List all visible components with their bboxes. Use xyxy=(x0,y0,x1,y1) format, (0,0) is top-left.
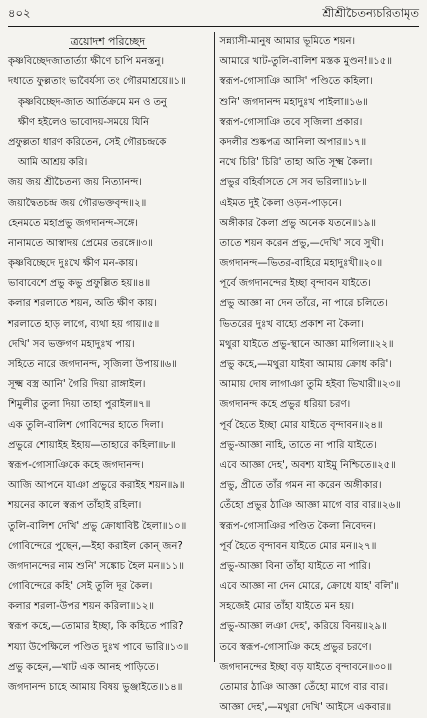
verse-line: কলার শরলাতে শয়ন, অতি ক্ষীণ কায়। xyxy=(8,298,157,310)
verse-line: দধাতে ফুল্লতাং ভাবৈর্যস্য তং গৌরমাশ্রয়ে॥১॥ xyxy=(8,76,186,88)
verse-line: আজি আপনে যাঞা প্রভুরে করাইহ শয়ন॥৯॥ xyxy=(8,480,185,492)
chapter-title: ত্রয়োদশ পরিচ্ছেদ xyxy=(70,35,145,48)
verse-line: প্রভু কহে,—মথুরা যাইবা আমায় ক্রোধ করি'। xyxy=(219,359,392,370)
verse-line: প্রভু-আজ্ঞা নাহি, তাতে না পারি যাইতে। xyxy=(219,439,377,451)
verse-line: তোমার ঠাঞি আজ্ঞা তেঁহো মাগে বার বার। xyxy=(219,682,388,693)
verse-line: কলার শরলা-উপর শয়ন করিলা॥১২॥ xyxy=(8,601,155,613)
verse-line: জগদানন্দ চাহে আমায় বিষয় ভুঞ্জাইতে॥১৪॥ xyxy=(8,682,183,693)
verse-line: শয্যা উপেক্ষিলে পণ্ডিত দুঃখ পাবে ভারি॥১৩॥ xyxy=(8,641,189,653)
verse-line: প্রভুরে শোয়াইহ ইহায়—তাহারে কহিলা॥৮॥ xyxy=(8,439,176,451)
verse-line: জগদানন্দের নাম শুনি' সঙ্কোচ হৈল মন॥১১॥ xyxy=(8,560,184,572)
verse-line: পূর্ব হৈতে ইচ্ছা মোর যাইতে বৃন্দাবন॥২৪॥ xyxy=(219,419,383,431)
verse-line: সহজেই মোর তাঁহা যাইতে মন হয়। xyxy=(219,601,355,613)
verse-line: জগদানন্দ—ভিতর-বাহিরে মহাদুঃখী॥২০॥ xyxy=(219,258,383,270)
verse-line: এইমত দুই কৈলা ওড়ন-পাড়নে। xyxy=(219,197,342,209)
verse-line: স্বরূপ-গোসাঞিকে কহে জগদানন্দ। xyxy=(8,459,144,471)
header-rule xyxy=(8,26,419,27)
verse-line: প্রভু-আজ্ঞা লঞা দেহ', করিয়ে বিনয়॥২৯॥ xyxy=(219,621,387,633)
verse-line: প্রভুর বহির্বাসতে সে সব ভরিলা॥১৮॥ xyxy=(219,177,367,189)
verse-line: পূর্বে জগদানন্দের ইচ্ছা বৃন্দাবন যাইতে। xyxy=(219,278,371,290)
verse-line: সূক্ষ্ম বস্ত্র আনি' গৈরি দিয়া রাঙ্গাইল। xyxy=(8,379,146,391)
verse-line: তাতে শয়ন করেন প্রভু,—দেখি' সবে সুখী। xyxy=(219,237,384,249)
verse-line: নখে চিরি' চিরি' তাহা অতি সূক্ষ্ম কৈলা। xyxy=(219,157,373,169)
verse-line: গোবিন্দেরে পুছেন,—ইহা করাইল কোন্ জন? xyxy=(8,540,183,552)
verse-line: কৃষ্ণবিচ্ছেদে দুঃখে ক্ষীণ মন-কায়। xyxy=(8,258,138,270)
verse-line: কৃষ্ণবিচ্ছেদজাতার্ত্যা ক্ষীণে চাপি মনস্তনু। xyxy=(8,56,165,68)
verse-line: শরলাতে হাড় লাগে, ব্যথা হয় গায়॥৫॥ xyxy=(8,318,160,330)
two-column-text xyxy=(8,32,419,714)
commentary-line: ক্ষীণ হইলেও ভাবোদয়-সময়ে যিনি xyxy=(18,116,150,128)
verse-line: প্রভু, প্রীতে তাঁর গমন না করেন অঙ্গীকার। xyxy=(219,480,382,492)
verse-line: স্বরূপ কহে,—তোমার ইচ্ছা, কি কহিতে পারি? xyxy=(8,621,184,633)
verse-line: আমায় দোষ লাগাঞা তুমি হইবা ভিখারী॥২৩॥ xyxy=(219,379,401,391)
verse-line: সন্ন্যাসী-মানুষ আমার ভূমিতে শয়ন। xyxy=(219,36,356,47)
verse-line: নানামতে আস্বাদয় প্রেমের তরঙ্গে॥৩॥ xyxy=(8,237,153,249)
verse-line: প্রভু-আজ্ঞা বিনা তাঁহা যাইতে না পারি। xyxy=(219,560,371,572)
verse-line: ভিতরের দুঃখ বাহ্যে প্রকাশ না কৈলা। xyxy=(219,318,364,330)
verse-line: আমারে খাট-তুলি-বালিশ মস্তক মুণ্ডন!॥১৫॥ xyxy=(219,56,392,68)
verse-line: গোবিন্দেরে কহি' সেই তুলি দূর কৈল। xyxy=(8,581,153,593)
page-header xyxy=(8,6,419,24)
verse-line: অঙ্গীকার কৈলা প্রভু অনেক যতনে॥১৯॥ xyxy=(219,217,376,229)
verse-line: প্রভু আজ্ঞা না দেন তাঁরে, না পারে চলিতে। xyxy=(219,298,388,310)
verse-line: জগদানন্দের ইচ্ছা বড় যাইতে বৃন্দাবনে॥৩০॥ xyxy=(219,661,393,673)
verse-line: তেঁহো প্রভুর ঠাঞি আজ্ঞা মাগে বার বার॥২৬॥ xyxy=(219,500,401,512)
chapter-title-line xyxy=(8,32,208,52)
verse-line: ভাবাবেশে প্রভু কভু প্রফুল্লিত হয়॥৪॥ xyxy=(8,278,151,290)
column-divider xyxy=(214,32,215,662)
verse-line: পূর্ব হৈতে বৃন্দাবন যাইতে মোর মন॥২৭॥ xyxy=(219,540,377,552)
verse-line: স্বরূপ-গোসাঞির পণ্ডিত কৈলা নিবেদন। xyxy=(219,520,376,532)
left-column xyxy=(8,32,214,693)
commentary-line: প্রফুল্লতা ধারণ করিতেন, সেই গৌরচন্দ্রকে xyxy=(8,136,167,148)
verse-line: শয়নের কালে স্বরূপ তাঁহাই রহিলা। xyxy=(8,500,142,512)
commentary-line: আমি আশ্রয় করি। xyxy=(18,157,88,169)
verse-line: দেখি' সব ভক্তগণ মহাদুঃখ পায়। xyxy=(8,338,135,350)
verse-line: তবে স্বরূপ-গোসাঞি কহে প্রভুর চরণে। xyxy=(219,641,372,653)
verse-line: স্বরূপ-গোসাঞি আসি' পণ্ডিতে কহিলা। xyxy=(219,76,373,88)
verse-line: এবে আজ্ঞা দেহ', অবশ্য যাইমু নিশ্চিতে॥২৫॥ xyxy=(219,459,396,471)
verse-line: জগদানন্দ কহে প্রভুর ধরিয়া চরণ। xyxy=(219,399,351,411)
verse-line: মথুরা যাইতে প্রভু-স্থানে আজ্ঞা মাগিলা॥২২॥ xyxy=(219,338,394,350)
verse-line: স্বরূপ-গোসাঞি তবে সৃজিলা প্রকার। xyxy=(219,116,363,128)
verse-line: শিমুলীর তুলা দিয়া তাহা পুরাইল॥৭॥ xyxy=(8,399,151,411)
verse-line: তুলি-বালিশ দেখি' প্রভু ক্রোধাবিষ্ট হৈলা॥১০॥ xyxy=(8,520,187,532)
verse-line: প্রভু কহেন,—খাট এক আনহ পাড়িতে। xyxy=(8,661,159,673)
verse-line: আজ্ঞা দেহ',—মথুরা দেখি' আইসে একবার॥ xyxy=(219,702,392,714)
commentary-line: কৃষ্ণবিচ্ছেদ-জাত আর্তিক্রমে মন ও তনু xyxy=(18,96,167,108)
right-column xyxy=(214,32,420,714)
verse-line: শুনি' জগদানন্দ মহাদুঃখ পাইলা॥১৬॥ xyxy=(219,96,368,108)
verse-line: জয় জয় শ্রীচৈতন্য জয় নিত্যানন্দ। xyxy=(8,177,142,189)
verse-line: সহিতে নারে জগদানন্দ, সৃজিলা উপায়॥৬॥ xyxy=(8,359,177,370)
verse-line: এক তুলি-বালিশ গোবিন্দের হাতে দিলা। xyxy=(8,419,164,431)
verse-line: এবে আজ্ঞা না দেন মোরে, ক্রোধে যাহ' বলি'॥ xyxy=(219,581,400,593)
verse-line: হেনমতে মহাপ্রভু জগদানন্দ-সঙ্গে। xyxy=(8,217,138,229)
page-number: ৪০২ xyxy=(8,6,31,20)
running-title: শ্রীশ্রীচৈতন্যচরিতামৃত xyxy=(322,6,419,20)
verse-line: জয়াদ্বৈতচন্দ্র জয় গৌরভক্তবৃন্দ॥২॥ xyxy=(8,197,147,209)
verse-line: কদলীর শুষ্কপত্র আনিলা অপার॥১৭॥ xyxy=(219,136,367,148)
